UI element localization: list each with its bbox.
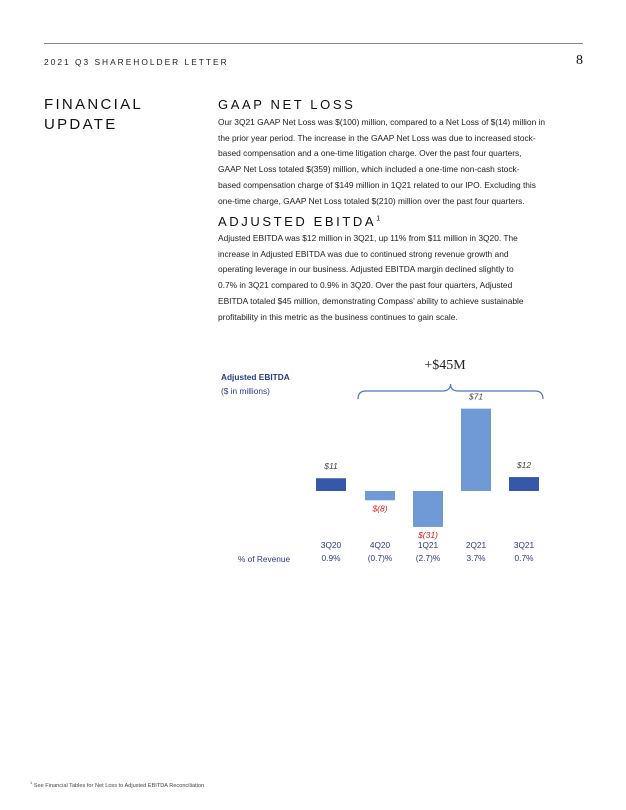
bar-value-label: $(31) <box>418 529 438 540</box>
total-brace <box>358 384 543 399</box>
pct-of-revenue-value: 0.9% <box>321 553 341 563</box>
category-label: 4Q20 <box>369 540 391 550</box>
pct-of-revenue-value: 3.7% <box>466 553 486 563</box>
bar-3q20 <box>316 478 346 491</box>
chart-units: ($ in millions) <box>221 386 270 396</box>
paragraph-line: operating leverage in our business. Adjusted EBITDA margin declined slightly to <box>218 264 514 275</box>
pct-of-revenue-value: (0.7)% <box>367 553 393 563</box>
footnote-marker: 1 <box>376 215 381 223</box>
bar-4q20 <box>365 491 395 500</box>
paragraph-line: the prior year period. The increase in the GAAP Net Loss was due to increased stock- <box>218 132 536 143</box>
pct-of-revenue-value: (2.7)% <box>415 553 441 563</box>
bar-1q21 <box>413 491 443 527</box>
paragraph-line: profitability in this metric as the business continues to gain scale. <box>218 311 458 322</box>
gaap-heading: GAAP NET LOSS <box>218 97 356 112</box>
total-callout: +$45M <box>424 358 466 373</box>
footnote-text: See Financial Tables for Net Loss to Adjusted EBITDA Reconciliation <box>33 782 205 789</box>
bar-value-label: $71 <box>468 391 484 402</box>
ebitda-heading-text: ADJUSTED EBITDA <box>218 214 377 229</box>
bar-3q21 <box>509 477 539 491</box>
category-label: 3Q20 <box>320 540 342 550</box>
paragraph-line: increase in Adjusted EBITDA was due to continued strong revenue growth and <box>218 248 509 259</box>
footnote-sup: 1 <box>30 780 33 785</box>
chart-title: Adjusted EBITDA <box>221 372 290 382</box>
paragraph-line: one-time charge, GAAP Net Loss totaled $(210) million over the past four quarters. <box>218 195 525 206</box>
paragraph-line: Adjusted EBITDA was $12 million in 3Q21, up 11% from $11 million in 3Q20. The <box>218 233 518 243</box>
paragraph-line: Our 3Q21 GAAP Net Loss was $(100) million, compared to a Net Loss of $(14) million in <box>218 117 546 127</box>
bar-2q21 <box>461 409 491 491</box>
paragraph-line: 0.7% in 3Q21 compared to 0.9% in 3Q20. Over the past four quarters, Adjusted <box>218 280 513 291</box>
bar-value-label: $11 <box>324 461 338 472</box>
document-header: 2021 Q3 SHAREHOLDER LETTER <box>44 57 229 67</box>
bar-value-label: $(8) <box>372 503 388 514</box>
paragraph-line: based compensation and a one-time litigation charge. Over the past four quarters, <box>218 148 522 159</box>
paragraph-line: based compensation charge of $149 million in 1Q21 related to our IPO. Excluding this <box>218 179 536 190</box>
section-title-line1: FINANCIAL <box>44 96 144 113</box>
section-title-line2: UPDATE <box>44 116 118 133</box>
pct-of-revenue-label: % of Revenue <box>238 554 291 564</box>
bar-value-label: $12 <box>516 460 532 471</box>
category-label: 1Q21 <box>417 540 439 550</box>
category-label: 3Q21 <box>513 540 535 550</box>
page-number: 8 <box>576 53 583 68</box>
paragraph-line: EBITDA totaled $45 million, demonstrating Compass’ ability to achieve sustainable <box>218 295 524 306</box>
category-label: 2Q21 <box>465 540 487 550</box>
paragraph-line: GAAP Net Loss totaled $(359) million, which included a one-time non-cash stock- <box>218 164 520 175</box>
footnote <box>30 780 204 789</box>
pct-of-revenue-value: 0.7% <box>514 553 534 563</box>
